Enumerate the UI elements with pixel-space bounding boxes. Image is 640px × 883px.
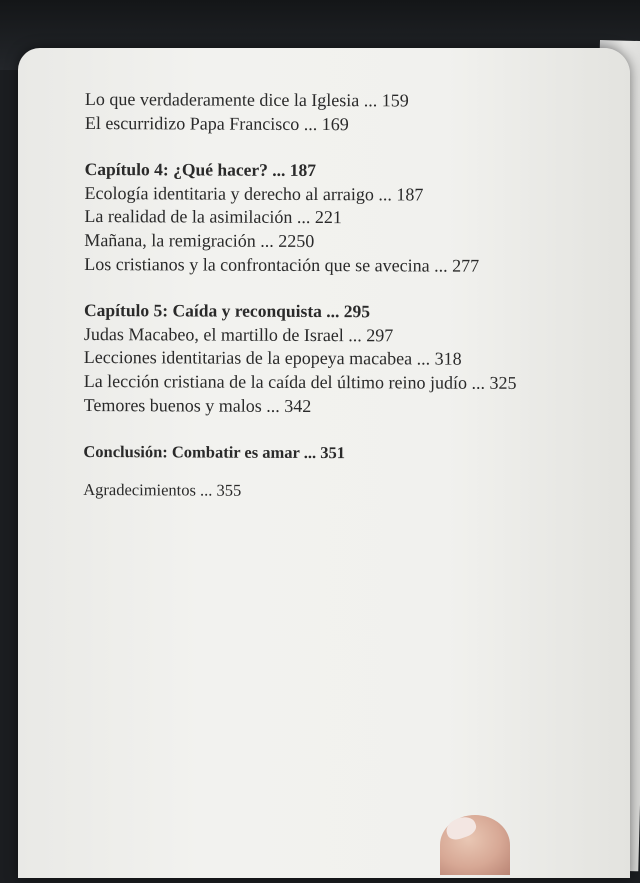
toc-entry: Agradecimientos ... 355 — [83, 479, 242, 500]
toc-entry: Ecología identitaria y derecho al arraigo ... 187 — [84, 182, 424, 205]
toc-entry: Judas Macabeo, el martillo de Israel ... 297 — [83, 323, 394, 346]
toc-entry: La realidad de la asimilación ... 221 — [84, 206, 342, 228]
toc-entry: Mañana, la remigración ... 2250 — [84, 229, 315, 251]
conclusion-heading: Conclusión: Combatir es amar ... 351 — [83, 442, 346, 463]
chapter-heading: Capítulo 5: Caída y reconquista ... 295 — [83, 300, 371, 322]
toc-entry: Los cristianos y la confrontación que se avecina ... 277 — [84, 253, 480, 276]
toc-entry: Lecciones identitarias de la epopeya macabea ... 318 — [83, 347, 462, 369]
chapter-heading: Capítulo 4: ¿Qué hacer? ... 187 — [84, 159, 317, 181]
toc-entry: La lección cristiana de la caída del último reino judío ... 325 — [83, 370, 517, 393]
toc-entry: El escurridizo Papa Francisco ... 169 — [84, 112, 349, 134]
table-of-contents — [83, 88, 585, 503]
toc-entry: Temores buenos y malos ... 342 — [83, 394, 312, 416]
toc-entry: Lo que verdaderamente dice la Iglesia ... 159 — [84, 88, 409, 111]
